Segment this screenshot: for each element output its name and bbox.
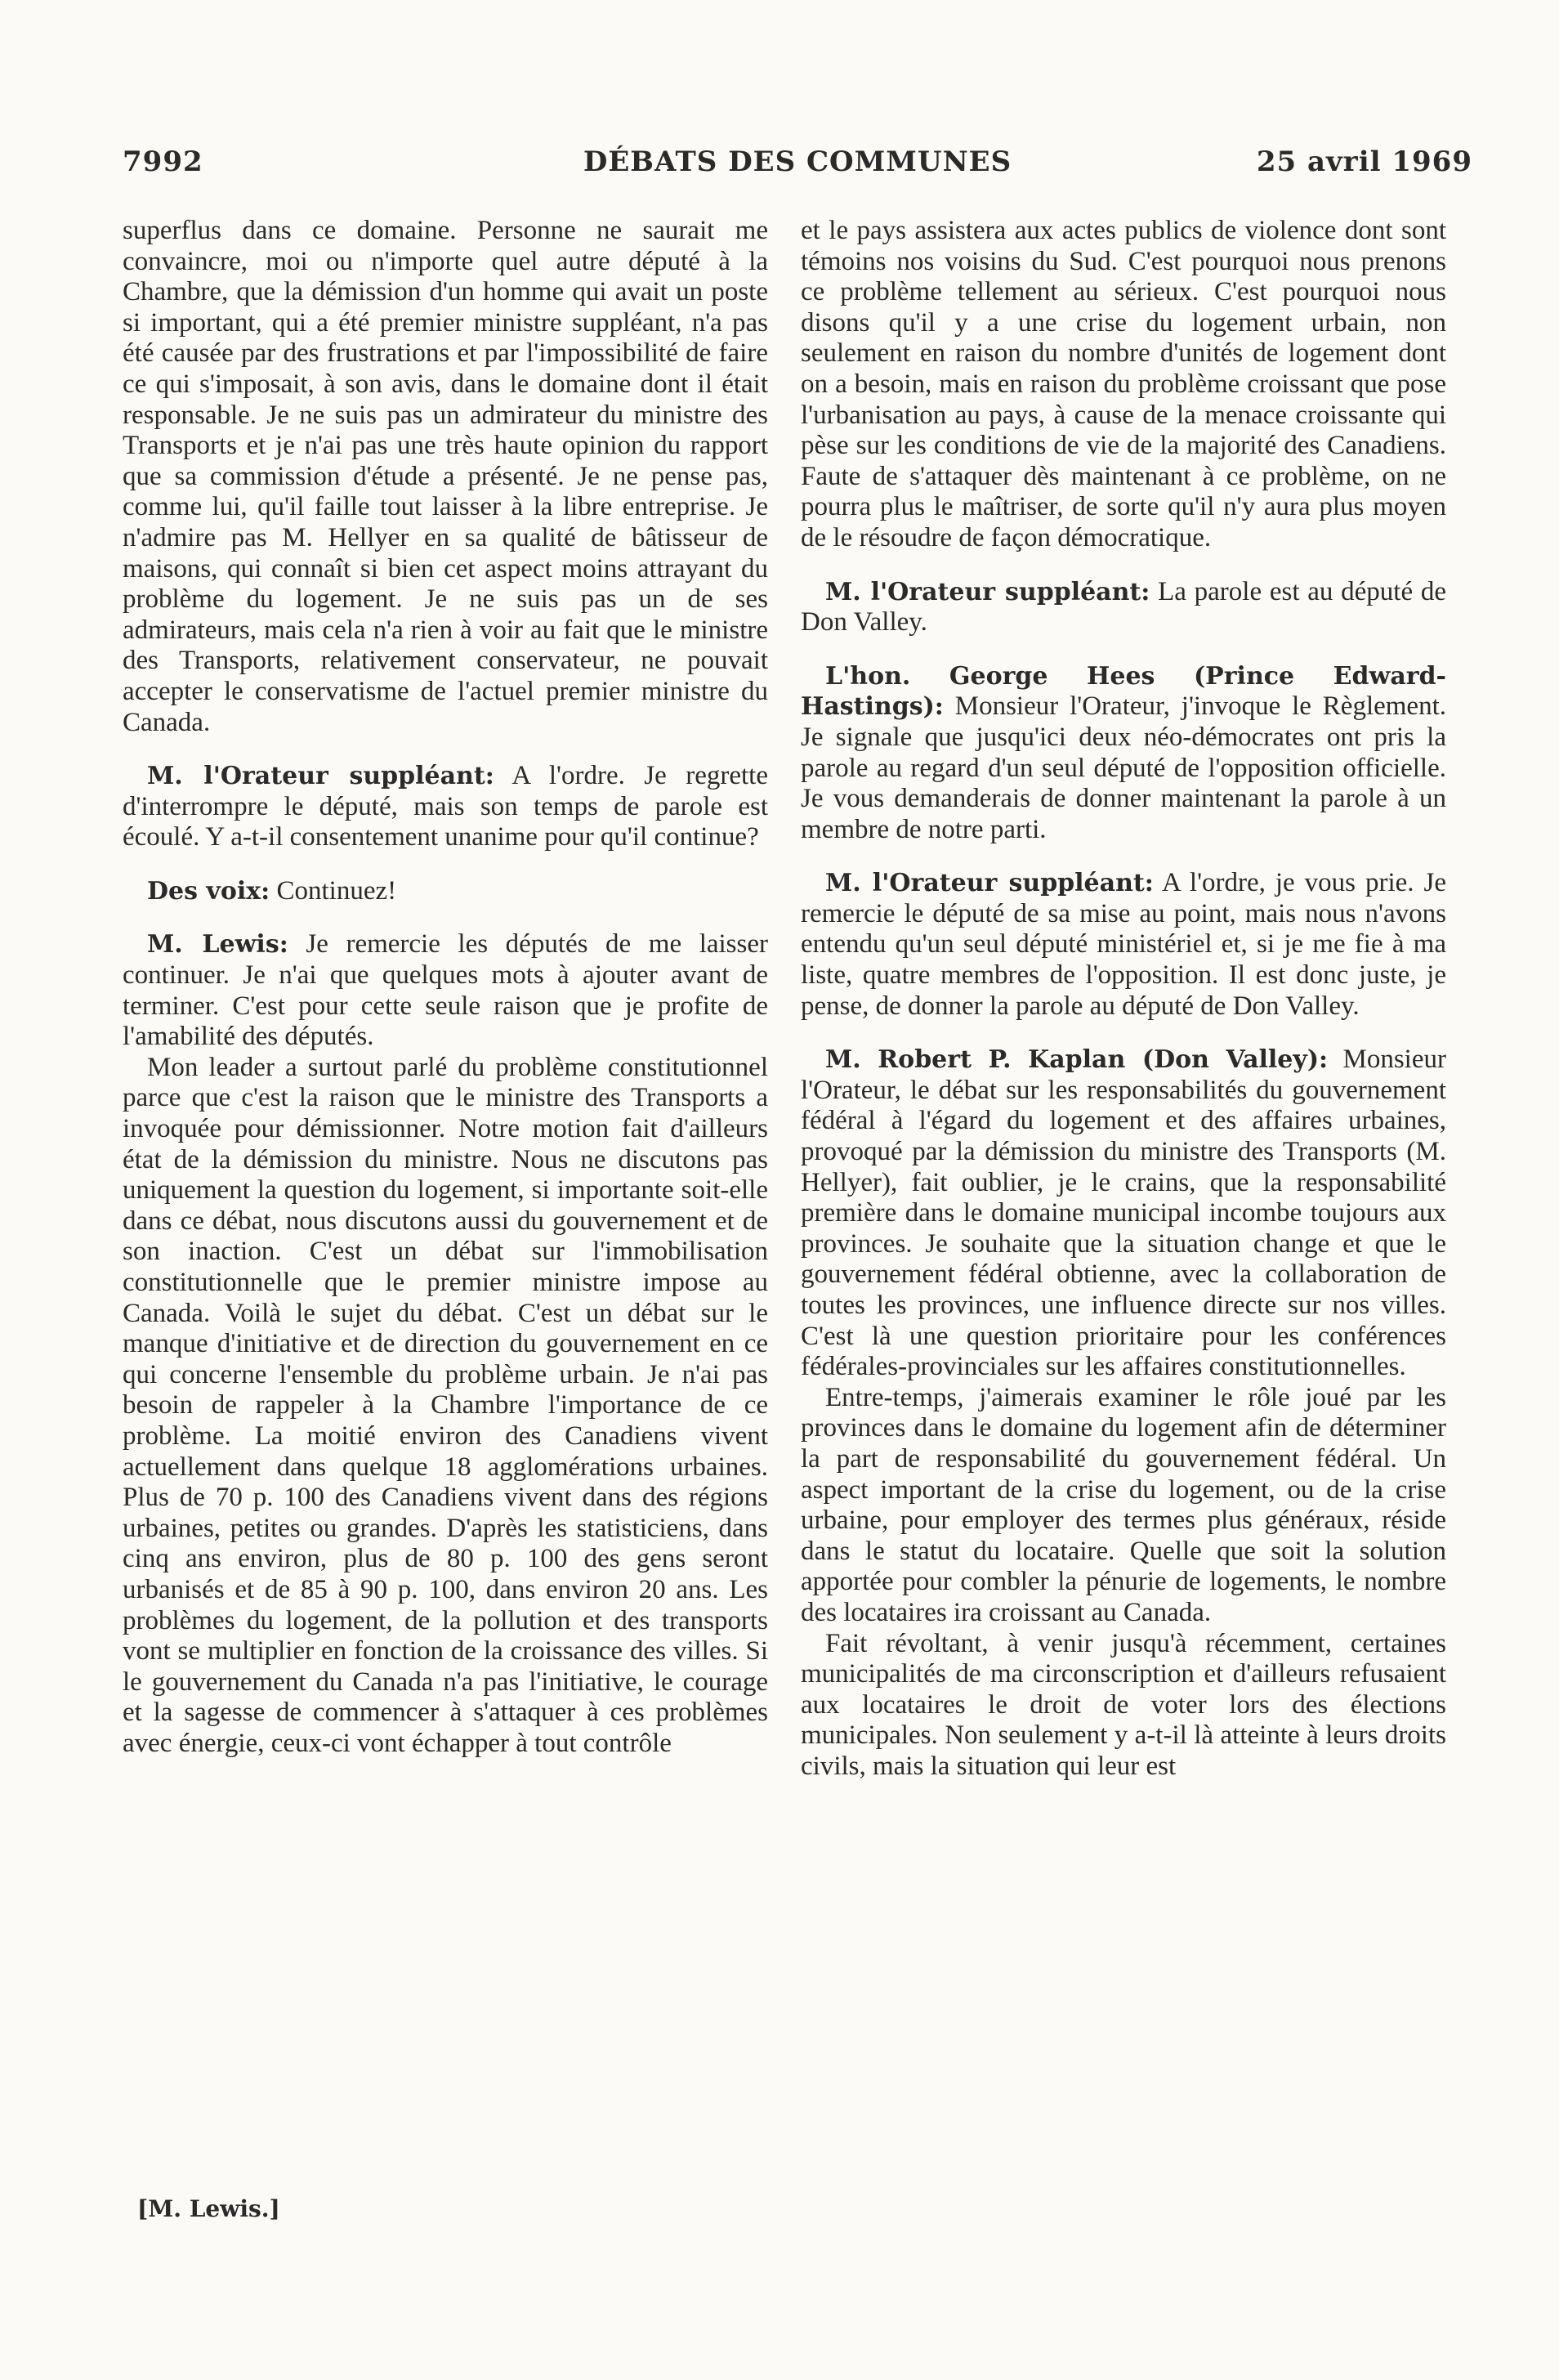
speaker-name: M. l'Orateur suppléant: (825, 869, 1154, 898)
speaker-name: M. l'Orateur suppléant: (825, 577, 1150, 606)
paragraph: M. Robert P. Kaplan (Don Valley): Monsieur l'Orateur, le débat sur les responsabilités du gouvernement fédéral à l'égard du logement et des affaires urbaines, provoqué par la démission du ministre des Transports (M. Hellyer), fait oublier, je le crains, que la responsabilité première dans le domaine municipal incombe toujours aux provinces. Je souhaite que la situation change et que le gouvernement fédéral obtienne, avec la collaboration de toutes les provinces, une influence directe sur nos villes. C'est là une question prioritaire pour les conférences fédérales-provinciales sur les affaires constitutionnelles. (801, 1045, 1446, 1382)
paragraph: Fait révoltant, à venir jusqu'à récemment, certaines municipalités de ma circonscription et d'ailleurs refusaient aux locataires le droit de voter lors des élections municipales. Non seulement y a-t-il là atteinte à leurs droits civils, mais la situation qui leur est (801, 1628, 1446, 1781)
paragraph: Des voix: Continuez! (147, 875, 397, 906)
paragraph: M. l'Orateur suppléant: La parole est au député de Don Valley. (801, 576, 1446, 638)
speaker-name: M. Lewis: (147, 930, 288, 960)
page-header (123, 145, 1472, 195)
sitting-date: 25 avril 1969 (1256, 145, 1472, 178)
right-column (801, 216, 1446, 1783)
speaker-name: M. Robert P. Kaplan (Don Valley): (825, 1045, 1329, 1075)
paragraph: Mon leader a surtout parlé du problème constitutionnel parce que c'est la raison que le ministre des Transports a invoquée pour démissionner. Notre motion fait d'ailleurs état de la démission du ministre. Nous ne discutons pas uniquement la question du logement, si importante soit-elle dans ce débat, nous discutons aussi du gouvernement et de son inaction. C'est un débat sur l'immobilisation constitutionnelle que le premier ministre impose au Canada. Voilà le sujet du débat. C'est un débat sur le manque d'initiative et de direction du gouvernement en ce qui concerne l'ensemble du problème urbain. Je n'ai pas besoin de rappeler à la Chambre l'importance de ce problème. La moitié environ des Canadiens vivent actuellement dans quelque 18 agglomérations urbaines. Plus de 70 p. 100 des Canadiens vivent dans des régions urbaines, petites ou grandes. D'après les statisticiens, dans cinq ans environ, plus de 80 p. 100 des gens seront urbanisés et de 85 à 90 p. 100, dans environ 20 ans. Les problèmes du logement, de la pollution et des transports vont se multiplier en fonction de la croissance des villes. Si le gouvernement du Canada n'a pas l'initiative, le courage et la sagesse de commencer à s'attaquer à ces problèmes avec énergie, ceux-ci vont échapper à tout contrôle (123, 1052, 768, 1758)
speaker-footnote: [M. Lewis.] (137, 2195, 280, 2222)
speaker-name: Des voix: (147, 876, 270, 906)
page-number: 7992 (123, 145, 203, 178)
paragraph: M. Lewis: Je remercie les députés de me laisser continuer. Je n'ai que quelques mots à ajouter avant de terminer. C'est pour cette seule raison que je profite de l'amabilité des députés. (123, 929, 768, 1052)
paragraph: M. l'Orateur suppléant: A l'ordre, je vous prie. Je remercie le député de sa mise au point, mais nous n'avons entendu qu'un seul député ministériel et, si je me fie à ma liste, quatre membres de l'opposition. Il est donc juste, je pense, de donner la parole au député de Don Valley. (801, 868, 1446, 1021)
publication-title: DÉBATS DES COMMUNES (583, 145, 1012, 178)
speaker-name: M. l'Orateur suppléant: (147, 762, 494, 791)
speaker-name: L'hon. George Hees (Prince Edward-Hastings): (801, 661, 1446, 722)
paragraph: L'hon. George Hees (Prince Edward-Hastings): Monsieur l'Orateur, j'invoque le Règlement. Je signale que jusqu'ici deux néo-démocrates ont pris la parole au regard d'un seul député de l'opposition officielle. Je vous demanderais de donner maintenant la parole à un membre de notre parti. (801, 661, 1446, 844)
paragraph: Entre-temps, j'aimerais examiner le rôle joué par les provinces dans le domaine du logement afin de déterminer la part de responsabilité du gouvernement fédéral. Un aspect important de la crise du logement, ou de la crise urbaine, pour employer des termes plus généraux, réside dans le statut du locataire. Quelle que soit la solution apportée pour combler la pénurie de logements, le nombre des locataires ira croissant au Canada. (801, 1382, 1446, 1627)
paragraph: superflus dans ce domaine. Personne ne saurait me convaincre, moi ou n'importe quel autre député à la Chambre, que la démission d'un homme qui avait un poste si important, qui a été premier ministre suppléant, n'a pas été causée par des frustrations et par l'impossibilité de faire ce qui s'imposait, à son avis, dans le domaine dont il était responsable. Je ne suis pas un admirateur du ministre des Transports et je n'ai pas une très haute opinion du rapport que sa commission d'étude a présenté. Je ne pense pas, comme lui, qu'il faille tout laisser à la libre entreprise. Je n'admire pas M. Hellyer en sa qualité de bâtisseur de maisons, qui connaît si bien cet aspect moins attrayant du problème du logement. Je ne suis pas un de ses admirateurs, mais cela n'a rien à voir au fait que le ministre des Transports, relativement conservateur, ne pouvait accepter le conservatisme de l'actuel premier ministre du Canada. (123, 216, 768, 737)
paragraph: et le pays assistera aux actes publics de violence dont sont témoins nos voisins du Sud. C'est pourquoi nous prenons ce problème tellement au sérieux. C'est pourquoi nous disons qu'il y a une crise du logement urbain, non seulement en raison du nombre d'unités de logement dont on a besoin, mais en raison du problème croissant que pose l'urbanisation au pays, à cause de la menace croissante qui pèse sur les conditions de vie de la majorité des Canadiens. Faute de s'attaquer dès maintenant à ce problème, on ne pourra plus le maîtriser, de sorte qu'il n'y aura plus moyen de le résoudre de façon démocratique. (801, 216, 1446, 552)
paragraph: M. l'Orateur suppléant: A l'ordre. Je regrette d'interrompre le député, mais son temps de parole est écoulé. Y a-t-il consentement unanime pour qu'il continue? (123, 761, 768, 852)
left-column (123, 216, 768, 1760)
